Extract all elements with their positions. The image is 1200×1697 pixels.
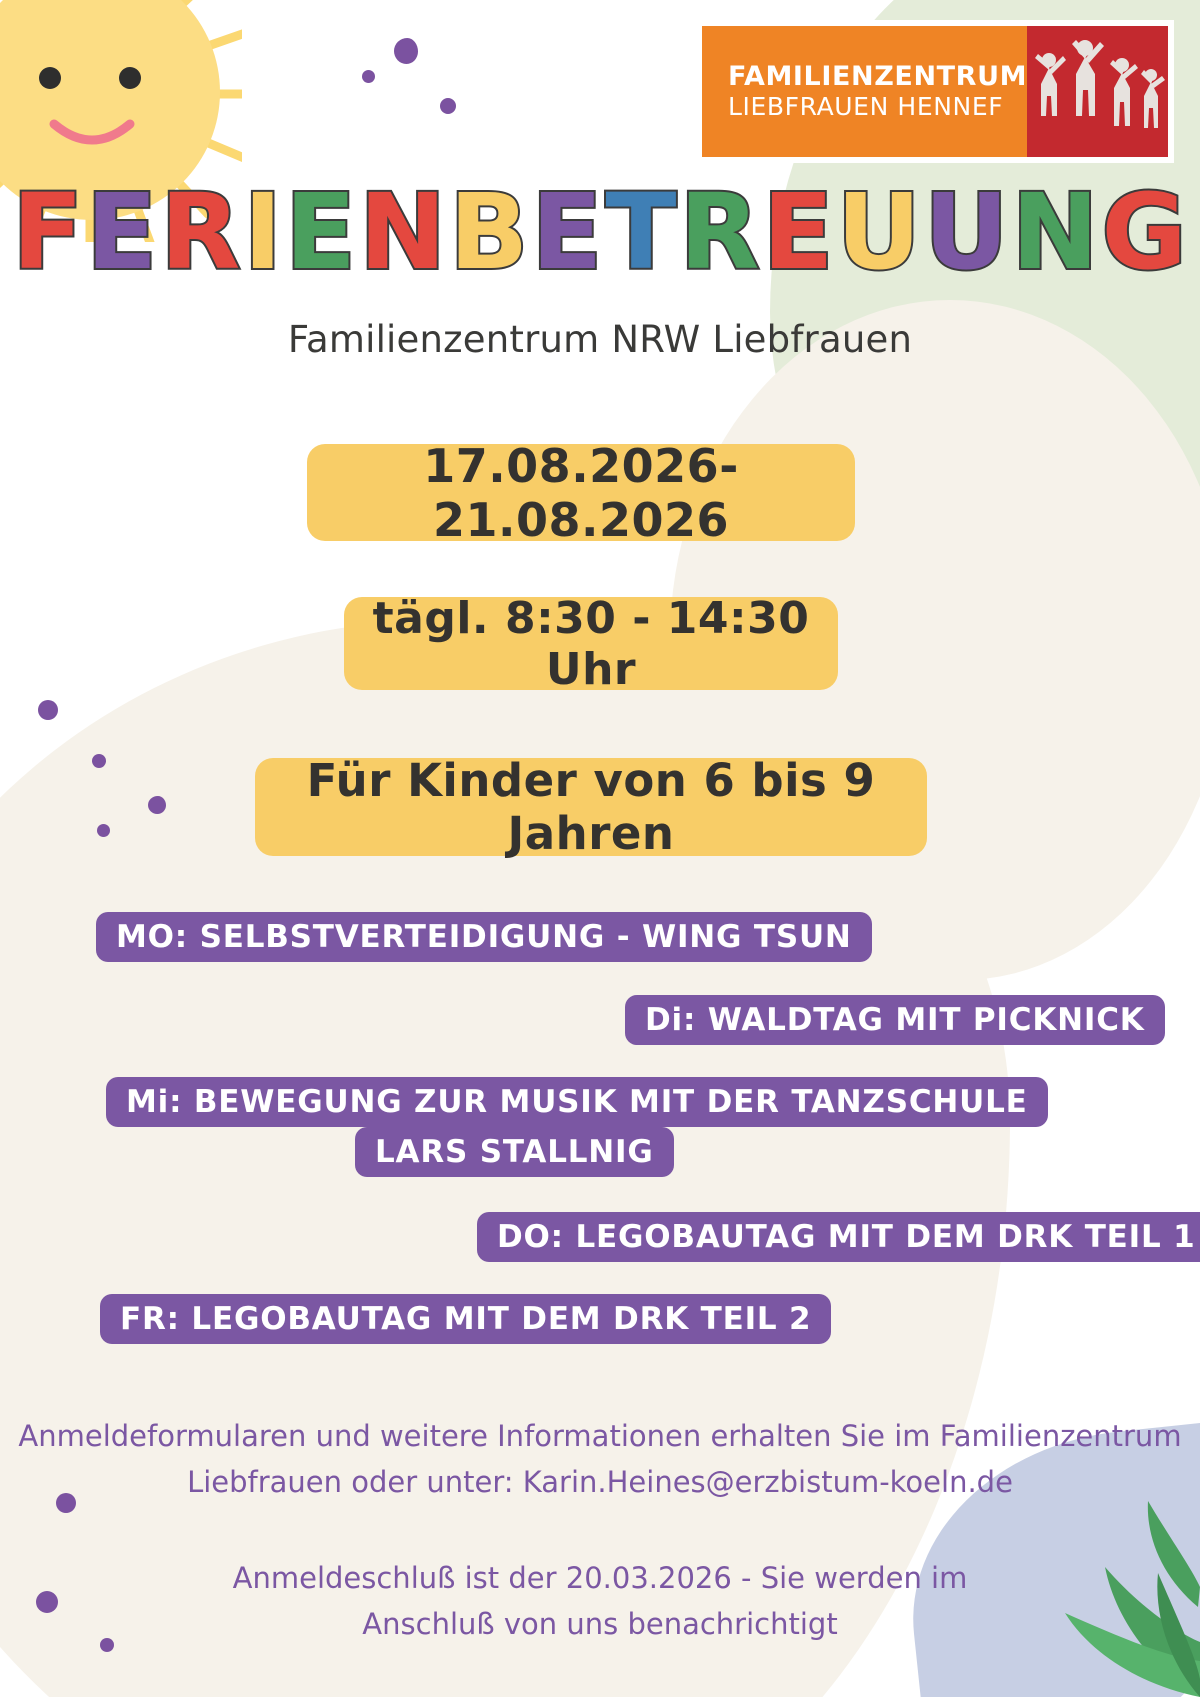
- contact-info-line-2: Liebfrauen oder unter: Karin.Heines@erzbistum-koeln.de: [187, 1464, 1013, 1499]
- title-letter-8: T: [605, 171, 678, 293]
- title-letter-6: B: [449, 171, 530, 293]
- confetti-dot: [38, 700, 58, 720]
- date-range-badge: 17.08.2026-21.08.2026: [307, 444, 855, 541]
- confetti-blob: [394, 38, 418, 64]
- program-item-wednesday: Mi: BEWEGUNG ZUR MUSIK MIT DER TANZSCHULE: [106, 1077, 1048, 1127]
- confetti-dot: [362, 70, 375, 83]
- program-item-wednesday-cont: LARS STALLNIG: [355, 1127, 674, 1177]
- confetti-dot: [440, 98, 456, 114]
- registration-deadline: [0, 1556, 1200, 1648]
- confetti-dot: [97, 824, 110, 837]
- page-title: [0, 171, 1200, 293]
- organization-logo: [696, 20, 1174, 163]
- daily-time-badge: tägl. 8:30 - 14:30 Uhr: [344, 597, 838, 690]
- program-item-tuesday: Di: WALDTAG MIT PICKNICK: [625, 995, 1165, 1045]
- logo-children-icon: [1027, 26, 1168, 157]
- title-letter-12: U: [923, 171, 1010, 293]
- program-item-thursday: DO: LEGOBAUTAG MIT DEM DRK TEIL 1: [477, 1212, 1200, 1262]
- confetti-blob: [148, 796, 166, 814]
- page-subtitle: Familienzentrum NRW Liebfrauen: [287, 318, 913, 361]
- deadline-line-1: Anmeldeschluß ist der 20.03.2026 - Sie werden im: [232, 1561, 968, 1595]
- logo-text-block: [702, 26, 1027, 157]
- title-letter-4: E: [285, 171, 358, 293]
- logo-line-1: FAMILIENZENTRUM: [728, 61, 1028, 93]
- deadline-line-2: Anschluß von uns benachrichtigt: [362, 1606, 838, 1641]
- title-letter-3: I: [243, 171, 284, 293]
- title-letter-14: G: [1101, 171, 1188, 293]
- title-letter-10: E: [762, 171, 835, 293]
- title-letter-11: U: [836, 171, 922, 293]
- program-item-monday: MO: SELBSTVERTEIDIGUNG - WING TSUN: [96, 912, 872, 962]
- program-item-friday: FR: LEGOBAUTAG MIT DEM DRK TEIL 2: [100, 1294, 831, 1344]
- title-letter-1: E: [86, 171, 159, 293]
- logo-line-2: LIEBFRAUEN HENNEF: [728, 91, 1004, 121]
- confetti-dot: [92, 754, 106, 768]
- title-letter-7: E: [531, 171, 604, 293]
- age-range-badge: Für Kinder von 6 bis 9 Jahren: [255, 758, 927, 856]
- title-letter-2: R: [160, 171, 242, 293]
- title-letter-13: N: [1011, 171, 1100, 293]
- contact-info-line-1: Anmeldeformularen und weitere Informationen erhalten Sie im Familienzentrum: [18, 1419, 1182, 1453]
- contact-info: [0, 1414, 1200, 1506]
- title-letter-9: R: [679, 171, 761, 293]
- title-letter-0: F: [12, 171, 85, 293]
- title-letter-5: N: [359, 171, 448, 293]
